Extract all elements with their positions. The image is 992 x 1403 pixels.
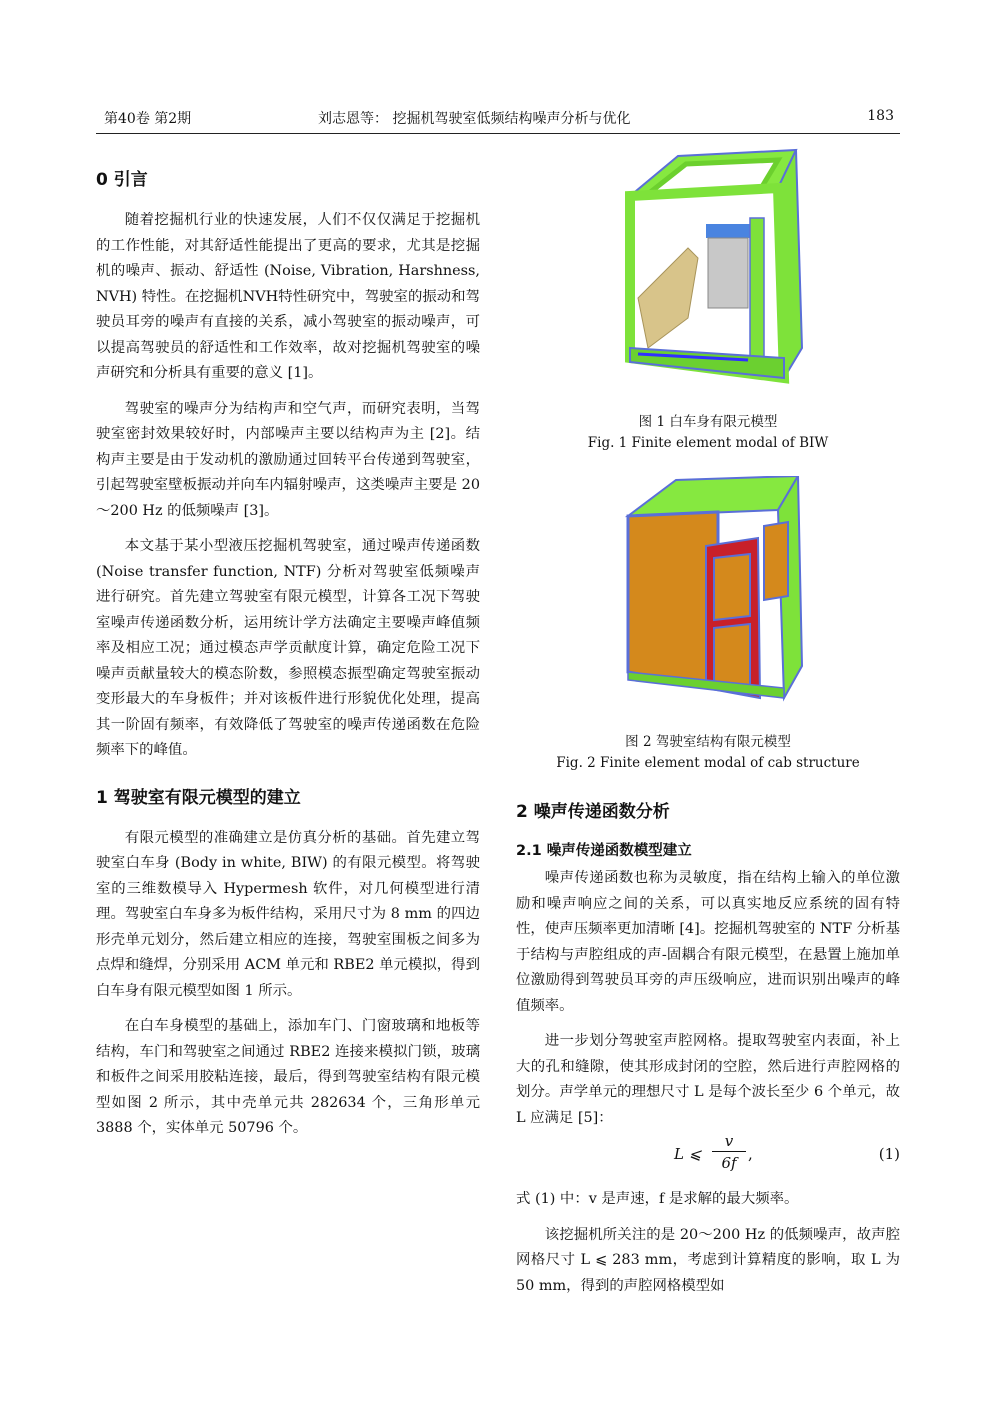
journal-volume: 第40卷 第2期 <box>104 111 192 127</box>
cab-mesh-image <box>608 476 808 716</box>
subsection-2-1-title: 2.1 噪声传递函数模型建立 <box>516 843 692 859</box>
section-2-title: 2 噪声传递函数分析 <box>516 802 670 822</box>
figure-1-caption-en: Fig. 1 Finite element modal of BIW <box>587 435 829 451</box>
equation-denominator: 6f <box>721 1154 737 1172</box>
right-column <box>516 800 900 1299</box>
paragraph: 在白车身模型的基础上，添加车门、门窗玻璃和地板等结构，车门和驾驶室之间通过 RBE2 连接来模拟门锁，玻璃和板件之间采用胶粘连接，最后，得到驾驶室结构有限元模型如图 2 所示，其中壳单元共 282634 个，三角形单元 3888 个，实体单元 50796 个。 <box>96 1018 480 1136</box>
page-number: 183 <box>867 108 894 124</box>
paragraph: 该挖掘机所关注的是 20～200 Hz 的低频噪声，故声腔网格尺寸 L ⩽ 283 mm，考虑到计算精度的影响，取 L 为 50 mm，得到的声腔网格模型如 <box>516 1226 900 1294</box>
section-1-title: 1 驾驶室有限元模型的建立 <box>96 787 301 808</box>
paragraph: 噪声传递函数也称为灵敏度，指在结构上输入的单位激励和噪声响应之间的关系，可以真实地反应系统的固有特性，使声压频率更加清晰 [4]。挖掘机驾驶室的 NTF 分析基于结构与声腔组成的声-固耦合有限元模型，在悬置上施加单位激励得到驾驶员耳旁的声压级响应，进而识别出噪声的峰值频率。 <box>516 870 900 1014</box>
running-title: 刘志恩等： 挖掘机驾驶室低频结构噪声分析与优化 <box>318 111 631 127</box>
equation-numerator: v <box>712 1131 746 1152</box>
equation-number: (1) <box>878 1145 900 1163</box>
biw-mesh-image <box>608 148 808 398</box>
header-rule <box>96 133 900 134</box>
paragraph: 驾驶室的噪声分为结构声和空气声，而研究表明，当驾驶室密封效果较好时，内部噪声主要以结构声为主 [2]。结构声主要是由于发动机的激励通过回转平台传递到驾驶室，引起驾驶室壁板振动并向车内辐射噪声，这类噪声主要是 20～200 Hz 的低频噪声 [3]。 <box>96 400 480 519</box>
equation-fraction <box>712 1131 746 1174</box>
paragraph: 本文基于某小型液压挖掘机驾驶室，通过噪声传递函数 (Noise transfer function, NTF) 分析对驾驶室低频噪声进行研究。首先建立驾驶室有限元模型，计算各工况下驾驶室噪声传递函数分析，运用统计学方法确定主要噪声峰值频率及相应工况；通过模态声学贡献度计算，确定危险工况下噪声贡献量较大的模态阶数，参照模态振型确定驾驶室振动变形最大的车身板件；并对该板件进行形貌优化处理，提高其一阶固有频率，有效降低了驾驶室的噪声传递函数在危险频率下的峰值。 <box>96 538 480 758</box>
paragraph: 式 (1) 中：v 是声速，f 是求解的最大频率。 <box>516 1191 799 1207</box>
figure-2-caption-cn: 图 2 驾驶室结构有限元模型 <box>625 734 791 750</box>
paragraph: 进一步划分驾驶室声腔网格。提取驾驶室内表面，补上大的孔和缝隙，使其形成封闭的空腔，然后进行声腔网格的划分。声学单元的理想尺寸 L 是每个波长至少 6 个单元，故 L 应满足 [5]： <box>516 1033 900 1126</box>
paragraph: 随着挖掘机行业的快速发展，人们不仅仅满足于挖掘机的工作性能，对其舒适性能提出了更高的要求，尤其是挖掘机的噪声、振动、舒适性 (Noise, Vibration, Harshness, NVH) 特性。在挖掘机NVH特性研究中，驾驶室的振动和驾驶员耳旁的噪声有直接的关系，减小驾驶室的振动噪声，可以提高驾驶员的舒适性和工作效率，故对挖掘机驾驶室的噪声研究和分析具有重要的意义 [1]。 <box>96 212 480 381</box>
equation-lhs: L ⩽ <box>674 1145 702 1163</box>
left-column <box>96 168 480 1142</box>
figure-2 <box>516 476 900 774</box>
running-header <box>104 106 900 130</box>
section-0-title: 0 引言 <box>96 170 148 190</box>
figure-2-caption-en: Fig. 2 Finite element modal of cab structure <box>556 755 860 771</box>
figure-1 <box>516 148 900 454</box>
equation-1: L ⩽ $\frac{v}{6f}$ , (1) <box>674 1132 900 1172</box>
paragraph: 有限元模型的准确建立是仿真分析的基础。首先建立驾驶室白车身 (Body in white, BIW) 的有限元模型。将驾驶室的三维数模导入 Hypermesh 软件，对几何模型进行清理。驾驶室白车身多为板件结构，采用尺寸为 8 mm 的四边形壳单元划分，然后建立相应的连接，驾驶室围板之间多为点焊和缝焊，分别采用 ACM 单元和 RBE2 单元模拟，得到白车身有限元模型如图 1 所示。 <box>96 829 480 999</box>
figure-1-caption-cn: 图 1 白车身有限元模型 <box>638 414 778 430</box>
